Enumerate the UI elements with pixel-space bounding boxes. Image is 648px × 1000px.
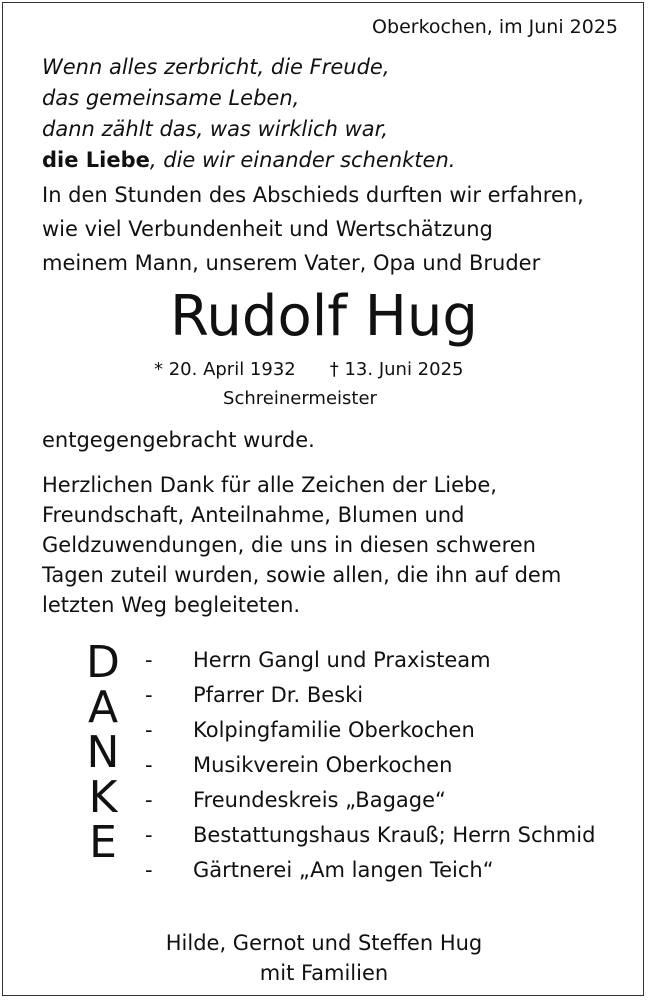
poem-line: dann zählt das, was wirklich war, [42,117,389,141]
thanks-line: Herzlichen Dank für alle Zeichen der Liebe, [42,473,497,497]
received-line: entgegengebracht wurde. [42,428,315,452]
list-dash: - [145,753,153,777]
thank-list [145,643,595,888]
poem-line: Wenn alles zerbricht, die Freude, [42,55,390,79]
poem-line: das gemeinsame Leben, [42,86,300,110]
danke-letter: E [89,817,117,868]
life-dates [154,357,463,383]
intro-text [42,178,584,280]
intro-line: In den Stunden des Abschieds durften wir erfahren, [42,183,584,207]
list-item-text: Herrn Gangl und Praxisteam [193,648,491,672]
list-item [145,643,595,678]
danke-letter: A [87,682,119,733]
signature [0,928,648,988]
list-item [145,678,595,713]
poem [42,52,455,176]
profession: Schreinermeister [223,388,377,409]
list-item-text: Bestattungshaus Krauß; Herrn Schmid [193,823,596,847]
danke-letter: N [86,727,120,778]
list-item [145,783,595,818]
list-dash: - [145,648,153,672]
signature-line: mit Familien [259,961,389,985]
poem-line [42,145,455,176]
intro-line: wie viel Verbundenheit und Wertschätzung [42,217,493,241]
list-item-text: Musikverein Oberkochen [193,753,453,777]
thanks-line: Tagen zuteil wurden, sowie allen, die ihn auf dem [42,563,562,587]
list-dash: - [145,823,153,847]
birth-date: * 20. April 1932 [154,359,296,380]
danke-letter: K [88,772,118,823]
list-dash: - [145,718,153,742]
list-item [145,853,595,888]
list-dash: - [145,683,153,707]
list-item [145,713,595,748]
danke-letter: D [86,637,120,688]
poem-emphasis: die Liebe [42,148,150,172]
list-dash: - [145,858,153,882]
signature-line: Hilde, Gernot und Steffen Hug [165,931,483,955]
death-date: † 13. Juni 2025 [329,359,464,380]
list-item [145,748,595,783]
list-item-text: Pfarrer Dr. Beski [193,683,364,707]
danke-vertical [78,637,128,868]
thanks-text [42,470,561,620]
thanks-line: Freundschaft, Anteilnahme, Blumen und [42,503,465,527]
list-item-text: Kolpingfamilie Oberkochen [193,718,475,742]
intro-line: meinem Mann, unserem Vater, Opa und Bruder [42,251,541,275]
list-dash: - [145,788,153,812]
list-item [145,818,595,853]
date-line: Oberkochen, im Juni 2025 [372,16,618,38]
thanks-line: Geldzuwendungen, die uns in diesen schweren [42,533,536,557]
poem-line-rest: , die wir einander schenkten. [149,148,456,172]
list-item-text: Gärtnerei „Am langen Teich“ [193,858,494,882]
thanks-line: letzten Weg begleiteten. [42,593,301,617]
deceased-name: Rudolf Hug [170,284,478,349]
list-item-text: Freundeskreis „Bagage“ [193,788,446,812]
